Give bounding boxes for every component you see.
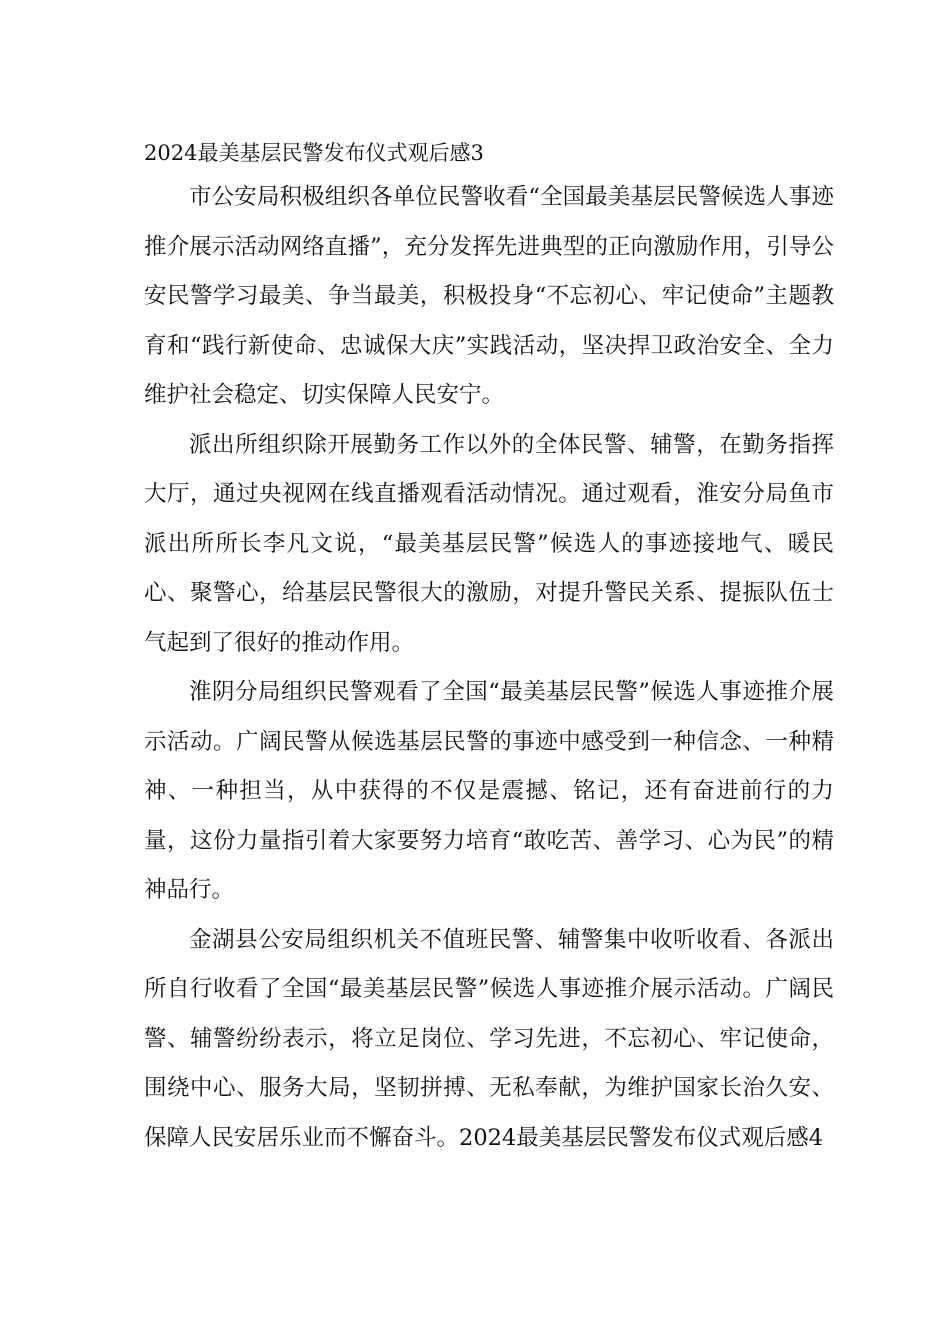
paragraph-3: 淮阴分局组织民警观看了全国“最美基层民警”候选人事迹推介展示活动。广阔民警从候选基层民警的事迹中感受到一种信念、一种精神、一种担当，从中获得的不仅是震撼、铭记，还有奋进前行的力量，这份力量指引着大家要努力培育“敢吃苦、善学习、心为民”的精神品行。 <box>144 679 834 903</box>
paragraph-1: 市公安局积极组织各单位民警收看“全国最美基层民警候选人事迹推介展示活动网络直播”，充分发挥先进典型的正向激励作用，引导公安民警学习最美、争当最美，积极投身“不忘初心、牢记使命”主题教育和“践行新使命、忠诚保大庆”实践活动，坚决捍卫政治安全、全力维护社会稳定、切实保障人民安宁。 <box>144 184 834 408</box>
document-title: 2024最美基层民警发布仪式观后感3 <box>144 141 484 165</box>
document-body <box>144 133 834 1163</box>
paragraph-4: 金湖县公安局组织机关不值班民警、辅警集中收听收看、各派出所自行收看了全国“最美基层民警”候选人事迹推介展示活动。广阔民警、辅警纷纷表示，将立足岗位、学习先进，不忘初心、牢记使命，围绕中心、服务大局，坚韧拼搏、无私奉献，为维护国家长治久安、保障人民安居乐业而不懈奋斗。2024最美基层民警发布仪式观后感4 <box>144 926 834 1151</box>
paragraph-2: 派出所组织除开展勤务工作以外的全体民警、辅警，在勤务指挥大厅，通过央视网在线直播观看活动情况。通过观看，淮安分局鱼市派出所所长李凡文说，“最美基层民警”候选人的事迹接地气、暖民心、聚警心，给基层民警很大的激励，对提升警民关系、提振队伍士气起到了很好的推动作用。 <box>144 431 834 656</box>
